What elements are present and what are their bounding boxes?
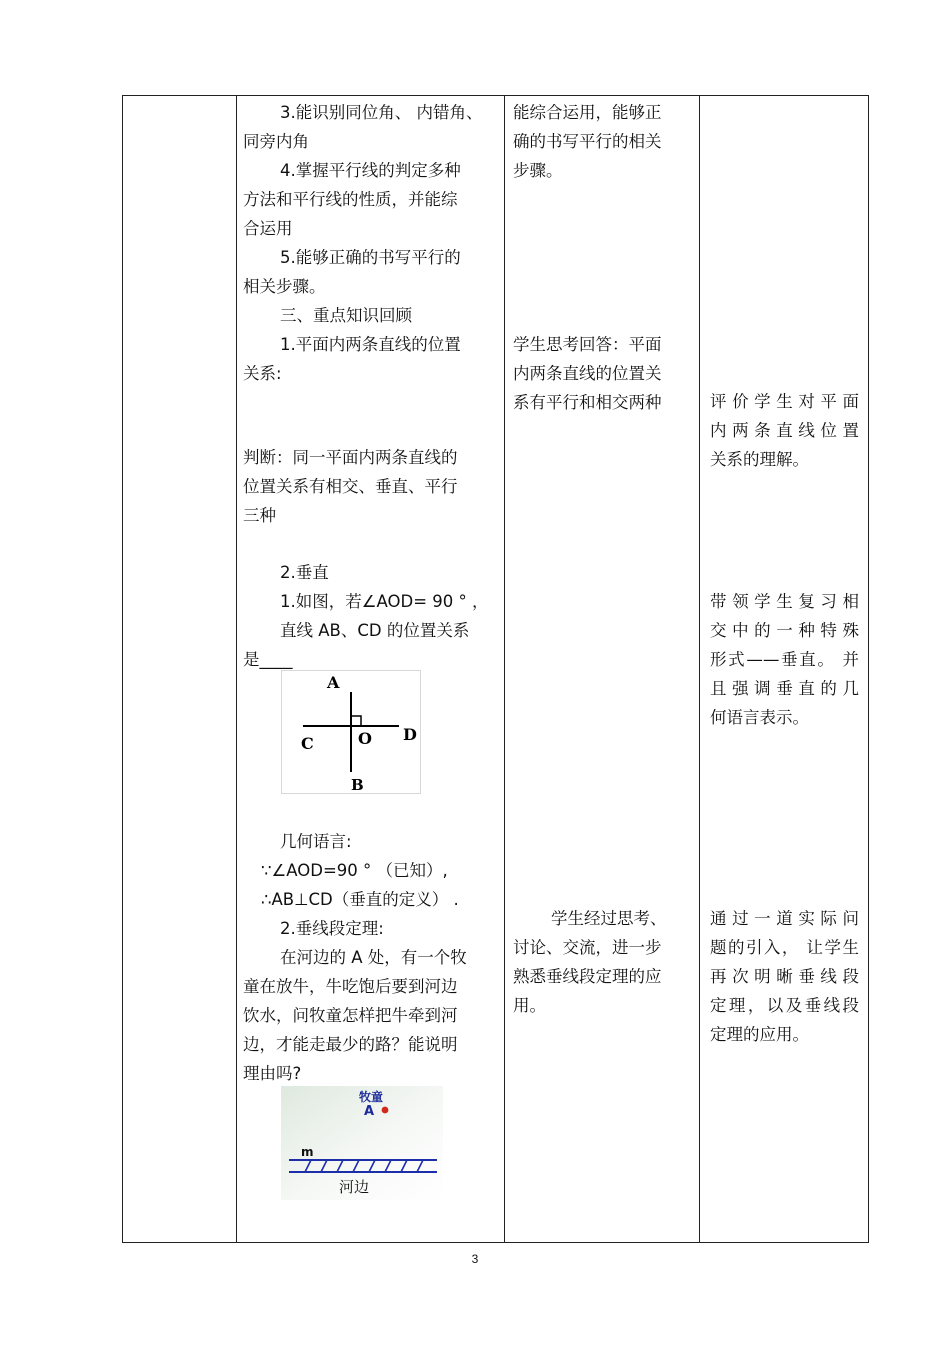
- label-b: B: [351, 776, 364, 794]
- text-line: 3.能识别同位角、 内错角、: [280, 103, 483, 122]
- text-line: 2.垂直: [280, 563, 329, 582]
- text-line: 用。: [513, 996, 546, 1015]
- text-line: 童在放牛，牛吃饱后要到河边: [243, 977, 458, 996]
- text-line: 讨论、交流，进一步: [513, 938, 662, 957]
- text-line: 确的书写平行的相关: [513, 132, 662, 151]
- column-content: [237, 96, 505, 1243]
- text-line: 且强调垂直的几: [710, 679, 859, 698]
- text-line: 交中的一种特殊: [710, 621, 859, 640]
- page-number: 3: [471, 1252, 479, 1266]
- point-a-dot: [382, 1107, 389, 1114]
- text-line: 关系:: [243, 364, 282, 383]
- section-heading: 三、重点知识回顾: [280, 306, 412, 325]
- river-figure: [281, 1086, 443, 1200]
- text-line: 在河边的 A 处，有一个牧: [280, 948, 467, 967]
- text-line: 1.平面内两条直线的位置: [280, 335, 461, 354]
- text-line: 合运用: [243, 219, 293, 238]
- text-line: 再次明晰垂线段: [710, 967, 859, 986]
- text-line: 4.掌握平行线的判定多种: [280, 161, 461, 180]
- label-river: 河边: [339, 1178, 370, 1196]
- text-line: 学生经过思考、: [551, 909, 667, 928]
- text-line: 能综合运用，能够正: [513, 103, 662, 122]
- text-line: 定理，以及垂线段: [710, 996, 859, 1015]
- text-line: 5.能够正确的书写平行的: [280, 248, 461, 267]
- text-line: 同旁内角: [243, 132, 309, 151]
- label-c: C: [301, 734, 314, 753]
- text-line: 通过一道实际问: [710, 909, 859, 928]
- label-d: D: [403, 725, 417, 744]
- text-line: 题的引入， 让学生: [710, 938, 859, 957]
- text-line: ∵∠AOD=90 ° （已知）,: [261, 861, 448, 880]
- label-boy: 牧童: [359, 1090, 384, 1104]
- text-line: 定理的应用。: [710, 1025, 809, 1044]
- text-line: 边，才能走最少的路？能说明: [243, 1035, 458, 1054]
- text-line: 判断：同一平面内两条直线的: [243, 448, 458, 467]
- text-line: 是____: [243, 650, 293, 669]
- text-line: 三种: [243, 506, 276, 525]
- text-line: 何语言表示。: [710, 708, 809, 727]
- label-line-m: m: [301, 1145, 314, 1159]
- label-a: A: [327, 673, 340, 692]
- column-empty: [123, 96, 237, 1243]
- text-line: 内两条直线的位置关: [513, 364, 662, 383]
- text-line: 1.如图，若∠AOD= 90 ° ，: [280, 592, 489, 611]
- column-design-intent: [700, 96, 869, 1243]
- lesson-plan-table: [122, 95, 869, 1243]
- text-line: 评价学生对平面: [710, 392, 859, 411]
- text-line: 步骤。: [513, 161, 563, 180]
- text-line: 位置关系有相交、垂直、平行: [243, 477, 458, 496]
- text-line: 学生思考回答：平面: [513, 335, 662, 354]
- label-point-a: A: [364, 1104, 375, 1119]
- text-line: 饮水，问牧童怎样把牛牵到河: [243, 1006, 458, 1025]
- text-line: 带领学生复习相: [710, 592, 859, 611]
- text-line: 相关步骤。: [243, 277, 326, 296]
- perpendicular-lines-figure: [281, 670, 421, 794]
- text-line: 关系的理解。: [710, 450, 809, 469]
- text-line: 几何语言:: [280, 832, 352, 851]
- text-line: ∴AB⊥CD（垂直的定义） .: [261, 890, 459, 909]
- label-o: O: [358, 729, 372, 748]
- text-line: 形式——垂直。 并: [710, 650, 859, 669]
- text-line: 内两条直线位置: [710, 421, 859, 440]
- text-line: 熟悉垂线段定理的应: [513, 967, 662, 986]
- text-line: 2.垂线段定理:: [280, 919, 384, 938]
- text-line: 方法和平行线的性质，并能综: [243, 190, 458, 209]
- table-row: [123, 96, 869, 1243]
- text-line: 系有平行和相交两种: [513, 393, 662, 412]
- text-line: 理由吗?: [243, 1064, 302, 1083]
- column-student-activity: [505, 96, 700, 1243]
- text-line: 直线 AB、CD 的位置关系: [280, 621, 470, 640]
